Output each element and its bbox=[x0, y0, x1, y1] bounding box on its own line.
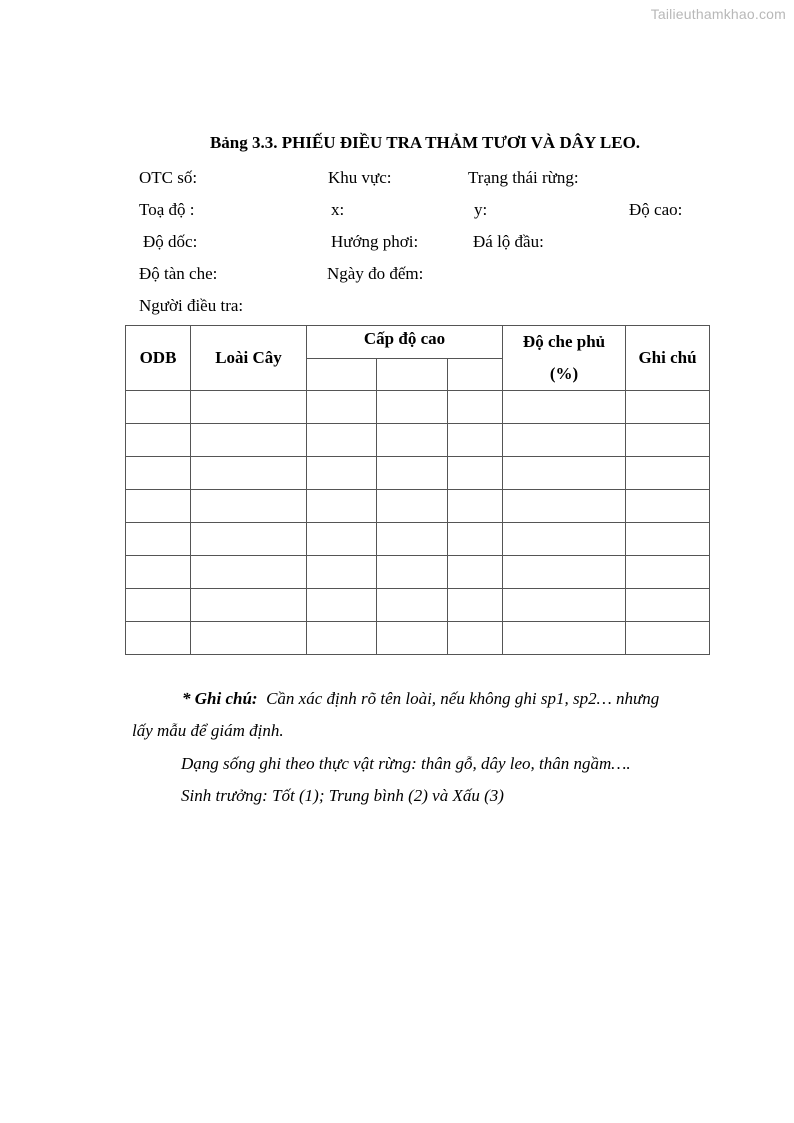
table-row bbox=[126, 424, 710, 457]
table-cell bbox=[377, 424, 448, 457]
table-row bbox=[126, 622, 710, 655]
do-tan-che-label: Độ tàn che: bbox=[139, 264, 218, 283]
table-cell bbox=[191, 424, 307, 457]
header-do-che-phu bbox=[503, 326, 626, 391]
table-cell bbox=[377, 556, 448, 589]
table-cell bbox=[503, 556, 626, 589]
table-cell bbox=[626, 523, 710, 556]
table-cell bbox=[448, 556, 503, 589]
header-odb: ODB bbox=[126, 326, 191, 391]
table-cell bbox=[191, 490, 307, 523]
x-label: x: bbox=[331, 200, 345, 219]
table-cell bbox=[377, 589, 448, 622]
nguoi-dieu-tra-label: Người điều tra: bbox=[139, 296, 244, 315]
header-do-che-phu-line2: (%) bbox=[549, 364, 579, 383]
note-text-1: Cần xác định rõ tên loài, nếu không ghi sp1, sp2… nhưng bbox=[266, 689, 660, 708]
table-cell bbox=[448, 589, 503, 622]
table-cell bbox=[377, 457, 448, 490]
note-line-2: lấy mẫu để giám định. bbox=[132, 721, 284, 740]
table-cell bbox=[126, 490, 191, 523]
note-line-4: Sinh trưởng: Tốt (1); Trung bình (2) và Xấu (3) bbox=[181, 786, 504, 805]
table-cell bbox=[377, 490, 448, 523]
table-row bbox=[126, 523, 710, 556]
table-cell bbox=[503, 622, 626, 655]
do-cao-label: Độ cao: bbox=[629, 200, 683, 219]
table-cell bbox=[307, 457, 377, 490]
table-cell bbox=[191, 457, 307, 490]
do-doc-label: Độ dốc: bbox=[143, 232, 198, 251]
table-cell bbox=[626, 391, 710, 424]
toa-do-label: Toạ độ : bbox=[139, 200, 195, 219]
table-cell bbox=[503, 424, 626, 457]
table-cell bbox=[307, 622, 377, 655]
cap-do-cao-sub-2 bbox=[377, 358, 448, 391]
table-cell bbox=[126, 523, 191, 556]
header-cap-do-cao: Cấp độ cao bbox=[307, 326, 503, 359]
survey-table bbox=[125, 325, 710, 655]
table-cell bbox=[126, 457, 191, 490]
da-lo-dau-label: Đá lộ đầu: bbox=[473, 232, 544, 251]
table-cell bbox=[191, 523, 307, 556]
table-cell bbox=[448, 391, 503, 424]
header-do-che-phu-line1: Độ che phủ bbox=[522, 332, 606, 351]
watermark: Tailieuthamkhao.com bbox=[650, 6, 786, 22]
header-ghi-chu: Ghi chú bbox=[626, 326, 710, 391]
table-cell bbox=[126, 622, 191, 655]
table-cell bbox=[626, 457, 710, 490]
khu-vuc-label: Khu vực: bbox=[328, 168, 392, 187]
table-row bbox=[126, 589, 710, 622]
table-cell bbox=[377, 523, 448, 556]
note-line-1 bbox=[182, 689, 659, 709]
huong-phoi-label: Hướng phơi: bbox=[331, 232, 419, 251]
trang-thai-label: Trạng thái rừng: bbox=[468, 168, 579, 187]
cap-do-cao-sub-3 bbox=[448, 358, 503, 391]
table-cell bbox=[307, 391, 377, 424]
table-cell bbox=[503, 589, 626, 622]
table-cell bbox=[191, 622, 307, 655]
table-cell bbox=[626, 490, 710, 523]
table-cell bbox=[126, 424, 191, 457]
table-cell bbox=[503, 490, 626, 523]
table-cell bbox=[191, 589, 307, 622]
table-cell bbox=[307, 556, 377, 589]
otc-label: OTC số: bbox=[139, 168, 198, 187]
table-cell bbox=[626, 622, 710, 655]
table-cell bbox=[503, 523, 626, 556]
y-label: y: bbox=[474, 200, 488, 219]
header-row bbox=[126, 326, 710, 359]
table-cell bbox=[503, 391, 626, 424]
note-label: * Ghi chú: bbox=[182, 689, 258, 708]
table-cell bbox=[307, 589, 377, 622]
document-title: Bảng 3.3. PHIẾU ĐIỀU TRA THẢM TƯƠI VÀ DÂY LEO. bbox=[209, 133, 641, 152]
table-cell bbox=[377, 391, 448, 424]
table-cell bbox=[126, 556, 191, 589]
table-cell bbox=[448, 622, 503, 655]
table-cell bbox=[377, 622, 448, 655]
table-cell bbox=[626, 589, 710, 622]
note-line-3: Dạng sống ghi theo thực vật rừng: thân gỗ, dây leo, thân ngầm…. bbox=[181, 754, 631, 773]
table-cell bbox=[503, 457, 626, 490]
table-row bbox=[126, 490, 710, 523]
table-cell bbox=[191, 391, 307, 424]
table-row bbox=[126, 391, 710, 424]
cap-do-cao-sub-1 bbox=[307, 358, 377, 391]
header-loai-cay: Loài Cây bbox=[191, 326, 307, 391]
table-cell bbox=[307, 424, 377, 457]
table-cell bbox=[126, 391, 191, 424]
ngay-do-dem-label: Ngày đo đếm: bbox=[327, 264, 424, 283]
table-cell bbox=[191, 556, 307, 589]
table-cell bbox=[448, 523, 503, 556]
table-cell bbox=[307, 523, 377, 556]
table-cell bbox=[307, 490, 377, 523]
table-cell bbox=[448, 490, 503, 523]
table-row bbox=[126, 556, 710, 589]
table-body bbox=[126, 391, 710, 655]
table-row bbox=[126, 457, 710, 490]
table-cell bbox=[448, 457, 503, 490]
table-cell bbox=[626, 556, 710, 589]
table-cell bbox=[448, 424, 503, 457]
table-cell bbox=[126, 589, 191, 622]
table-cell bbox=[626, 424, 710, 457]
